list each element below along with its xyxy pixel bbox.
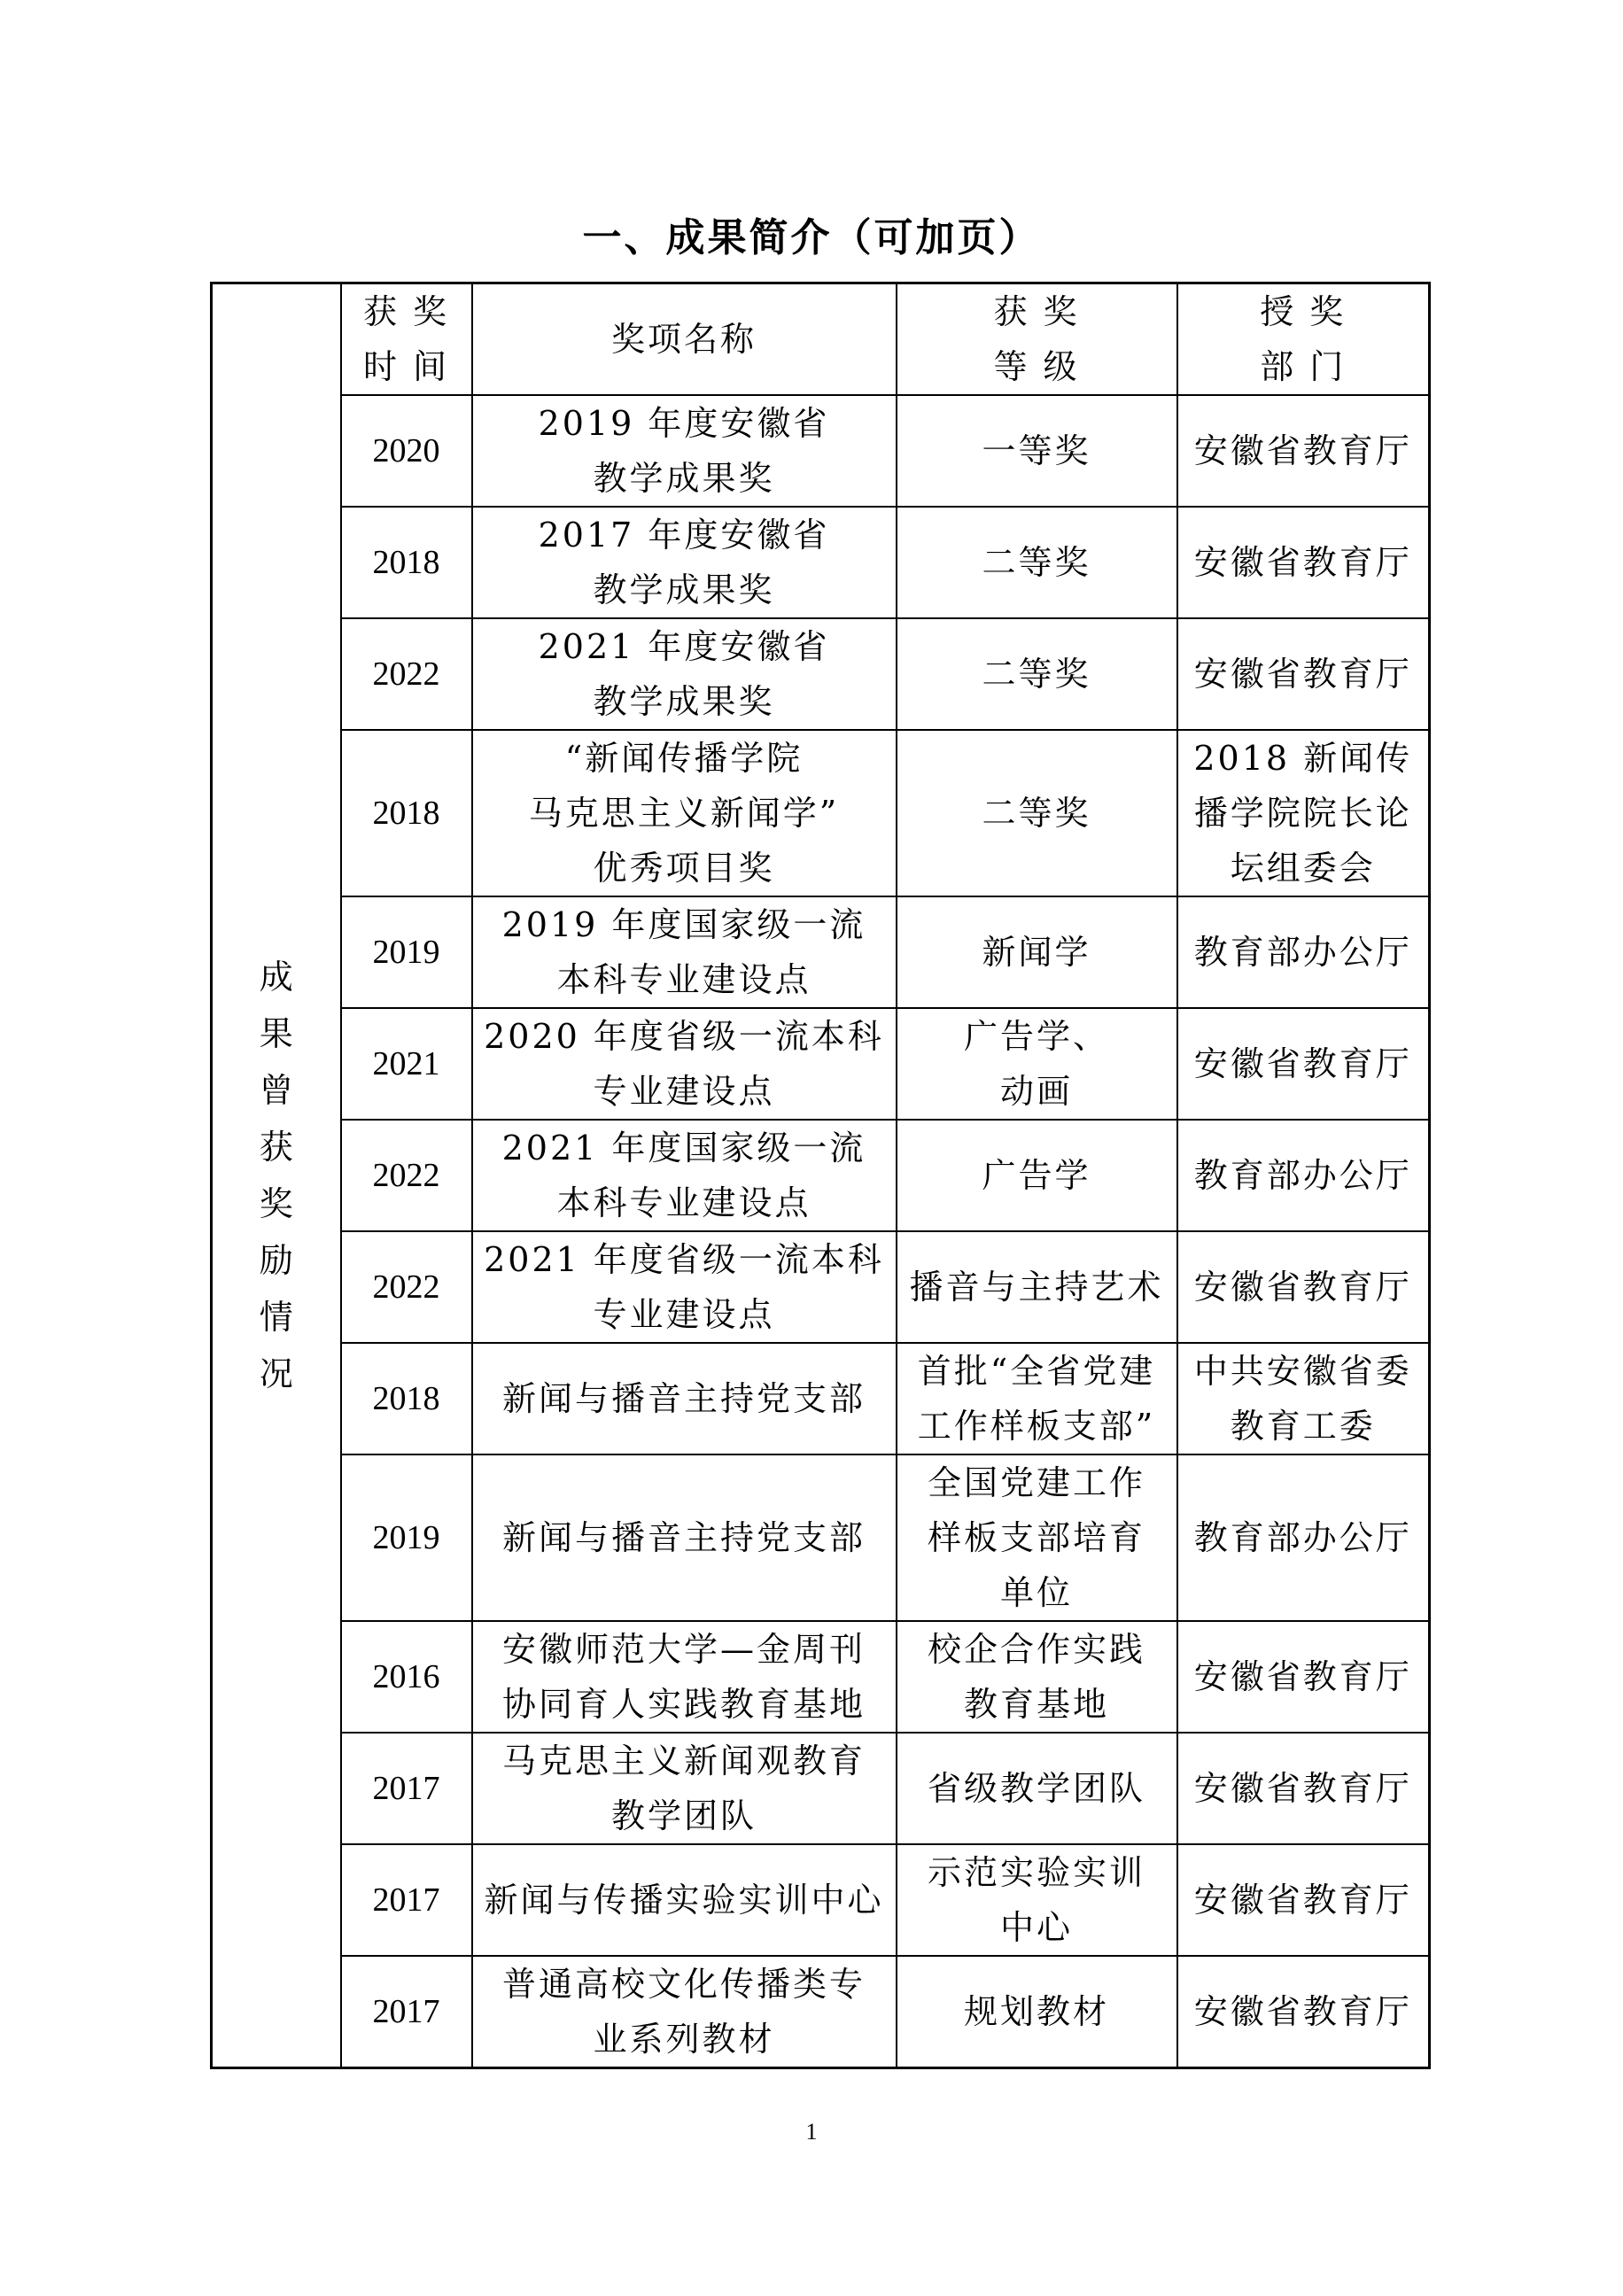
cell-level-line: 动画 [999, 1072, 1073, 1111]
cell-dept [1177, 896, 1430, 1008]
side-label-char: 成 [259, 958, 293, 997]
cell-name-line: 专业建设点 [593, 1295, 775, 1334]
header-dept [1177, 283, 1430, 396]
cell-name [472, 507, 897, 618]
cell-level-line: 单位 [999, 1573, 1073, 1612]
cell-name [472, 1120, 897, 1231]
table-row [212, 618, 1430, 730]
cell-dept-line: 安徽省教育厅 [1193, 431, 1412, 470]
cell-name [472, 1343, 897, 1454]
cell-year: 2022 [341, 1120, 472, 1231]
cell-dept [1177, 1454, 1430, 1621]
cell-year: 2020 [341, 395, 472, 507]
side-label-char: 获 [259, 1128, 293, 1167]
table-row [212, 1231, 1430, 1343]
cell-name-line: 2021 年度国家级一流 [501, 1129, 866, 1167]
cell-level-line: 二等奖 [982, 543, 1091, 582]
cell-year: 2021 [341, 1008, 472, 1120]
cell-name-line: 2017 年度安徽省 [538, 516, 830, 555]
table-row [212, 395, 1430, 507]
cell-level [897, 618, 1177, 730]
page-title: 一、成果简介（可加页） [582, 215, 1041, 260]
cell-level-line: 校企合作实践 [927, 1630, 1145, 1669]
cell-name-line: 2019 年度国家级一流 [501, 905, 866, 944]
header-time-line: 获 奖 [362, 292, 450, 331]
cell-dept [1177, 1008, 1430, 1120]
cell-level-line: 规划教材 [963, 1992, 1109, 2031]
cell-name-line: 安徽师范大学—金周刊 [501, 1630, 866, 1669]
cell-name-line: 教学团队 [610, 1796, 757, 1835]
cell-level-line: 示范实验实训 [927, 1853, 1145, 1892]
cell-level [897, 1454, 1177, 1621]
cell-level-line: 首批“全省党建 [917, 1352, 1156, 1391]
cell-name-line: 马克思主义新闻学” [528, 794, 840, 833]
cell-name [472, 1621, 897, 1733]
cell-dept [1177, 1231, 1430, 1343]
cell-level-line: 二等奖 [982, 794, 1091, 833]
cell-dept [1177, 1844, 1430, 1956]
cell-level-line: 省级教学团队 [927, 1769, 1145, 1808]
cell-level [897, 1231, 1177, 1343]
cell-year: 2019 [341, 1454, 472, 1621]
cell-name-line: 优秀项目奖 [593, 849, 775, 888]
cell-name-line: 2019 年度安徽省 [538, 404, 830, 443]
cell-year: 2016 [341, 1621, 472, 1733]
cell-year: 2022 [341, 1231, 472, 1343]
cell-dept-line: 安徽省教育厅 [1193, 1268, 1412, 1307]
cell-dept [1177, 1120, 1430, 1231]
cell-dept [1177, 1343, 1430, 1454]
cell-level-line: 一等奖 [982, 431, 1091, 470]
cell-name-line: 协同育人实践教育基地 [501, 1685, 866, 1724]
side-label [212, 283, 341, 2068]
cell-name [472, 1454, 897, 1621]
cell-level [897, 395, 1177, 507]
cell-level-line: 播音与主持艺术 [909, 1268, 1164, 1307]
cell-year: 2017 [341, 1733, 472, 1844]
cell-name [472, 1231, 897, 1343]
cell-dept-line: 教育部办公厅 [1193, 933, 1412, 972]
header-time-line: 时 间 [362, 347, 450, 386]
cell-name [472, 730, 897, 896]
table-row [212, 1343, 1430, 1454]
header-dept-line: 授 奖 [1260, 292, 1347, 331]
table-row [212, 1844, 1430, 1956]
cell-name-line: 普通高校文化传播类专 [501, 1965, 866, 2004]
cell-level-line: 新闻学 [982, 933, 1091, 972]
cell-name-line: 专业建设点 [593, 1072, 775, 1111]
cell-level-line: 全国党建工作 [927, 1463, 1145, 1502]
cell-dept-line: 安徽省教育厅 [1193, 1657, 1412, 1696]
cell-name-line: 2020 年度省级一流本科 [484, 1017, 884, 1056]
side-label-char: 曾 [259, 1071, 293, 1110]
side-label-char: 励 [259, 1241, 293, 1280]
cell-dept-line: 教育部办公厅 [1193, 1156, 1412, 1195]
cell-dept-line: 教育部办公厅 [1193, 1518, 1412, 1557]
cell-name-line: 2021 年度省级一流本科 [484, 1240, 884, 1279]
table-row [212, 730, 1430, 896]
cell-name-line: 教学成果奖 [593, 459, 775, 498]
table-row [212, 896, 1430, 1008]
cell-level [897, 1733, 1177, 1844]
table-row [212, 1120, 1430, 1231]
table-row [212, 1008, 1430, 1120]
cell-name-line: 本科专业建设点 [556, 1183, 812, 1222]
cell-level-line: 二等奖 [982, 655, 1091, 694]
cell-dept-line: 安徽省教育厅 [1193, 1769, 1412, 1808]
cell-name-line: 新闻与播音主持党支部 [501, 1379, 866, 1418]
header-level [897, 283, 1177, 396]
cell-level [897, 1008, 1177, 1120]
cell-dept [1177, 1621, 1430, 1733]
cell-level [897, 1844, 1177, 1956]
cell-dept-line: 坛组委会 [1230, 849, 1376, 888]
cell-level [897, 896, 1177, 1008]
side-label-char: 果 [259, 1014, 293, 1053]
header-level-line: 获 奖 [993, 292, 1080, 331]
cell-level-line: 教育基地 [963, 1685, 1109, 1724]
cell-year: 2017 [341, 1956, 472, 2068]
cell-name-line: 业系列教材 [593, 2020, 775, 2059]
cell-level-line: 广告学 [982, 1156, 1091, 1195]
cell-dept-line: 安徽省教育厅 [1193, 1992, 1412, 2031]
cell-dept-line: 安徽省教育厅 [1193, 655, 1412, 694]
cell-dept-line: 安徽省教育厅 [1193, 1881, 1412, 1920]
cell-dept [1177, 1956, 1430, 2068]
side-label-char: 况 [259, 1354, 293, 1393]
side-label-char: 奖 [259, 1184, 293, 1223]
cell-name [472, 395, 897, 507]
cell-dept [1177, 1733, 1430, 1844]
page-number: 1 [805, 2119, 818, 2145]
header-level-line: 等 级 [993, 347, 1080, 386]
cell-level [897, 1343, 1177, 1454]
cell-year: 2017 [341, 1844, 472, 1956]
cell-dept [1177, 507, 1430, 618]
cell-level [897, 730, 1177, 896]
cell-dept-line: 2018 新闻传 [1193, 739, 1413, 778]
table-row [212, 1733, 1430, 1844]
cell-level [897, 1120, 1177, 1231]
cell-name-line: 2021 年度安徽省 [538, 627, 830, 666]
cell-level-line: 中心 [999, 1908, 1073, 1947]
cell-dept-line: 安徽省教育厅 [1193, 1044, 1412, 1083]
cell-level [897, 1956, 1177, 2068]
table-row [212, 1454, 1430, 1621]
cell-dept [1177, 395, 1430, 507]
cell-year: 2019 [341, 896, 472, 1008]
cell-name [472, 896, 897, 1008]
cell-name [472, 1733, 897, 1844]
cell-name [472, 1844, 897, 1956]
cell-name [472, 1956, 897, 2068]
cell-name-line: 教学成果奖 [593, 682, 775, 721]
table-row [212, 1621, 1430, 1733]
cell-name-line: 新闻与传播实验实训中心 [484, 1881, 884, 1920]
cell-name-line: 本科专业建设点 [556, 960, 812, 999]
cell-dept-line: 安徽省教育厅 [1193, 543, 1412, 582]
cell-year: 2022 [341, 618, 472, 730]
cell-year: 2018 [341, 507, 472, 618]
cell-dept-line: 播学院院长论 [1193, 794, 1412, 833]
cell-level-line: 工作样板支部” [917, 1407, 1156, 1446]
cell-level [897, 507, 1177, 618]
side-label-char: 情 [259, 1298, 293, 1337]
cell-name [472, 618, 897, 730]
cell-name [472, 1008, 897, 1120]
header-row [212, 283, 1430, 396]
cell-year: 2018 [341, 730, 472, 896]
cell-name-line: “新闻传播学院 [564, 739, 804, 778]
cell-dept [1177, 618, 1430, 730]
cell-name-line: 新闻与播音主持党支部 [501, 1518, 866, 1557]
cell-name-line: 教学成果奖 [593, 570, 775, 609]
cell-year: 2018 [341, 1343, 472, 1454]
cell-level [897, 1621, 1177, 1733]
cell-name-line: 马克思主义新闻观教育 [501, 1741, 866, 1780]
header-dept-line: 部 门 [1260, 347, 1347, 386]
header-time [341, 283, 472, 396]
awards-table [210, 282, 1431, 2069]
table-row [212, 1956, 1430, 2068]
cell-dept-line: 中共安徽省委 [1193, 1352, 1412, 1391]
cell-dept-line: 教育工委 [1230, 1407, 1376, 1446]
cell-level-line: 样板支部培育 [927, 1518, 1145, 1557]
table-row [212, 507, 1430, 618]
header-name: 奖项名称 [472, 283, 897, 396]
cell-dept [1177, 730, 1430, 896]
cell-level-line: 广告学、 [963, 1017, 1109, 1056]
